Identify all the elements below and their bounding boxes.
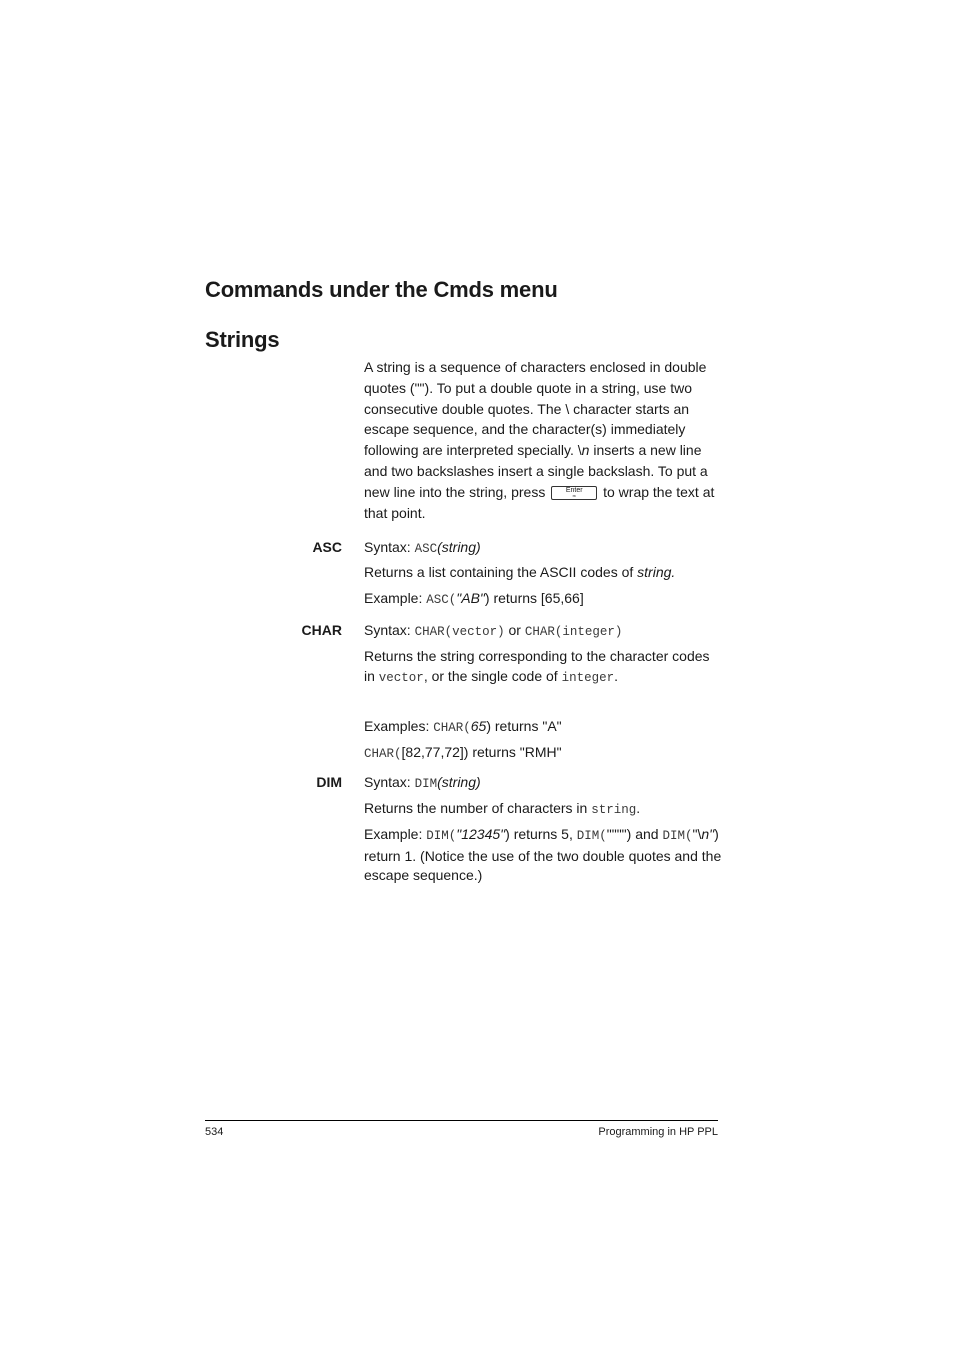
asc-example-prefix: Example: (364, 590, 427, 606)
enter-key-symbol: ≈ (572, 493, 576, 500)
char-desc-3: . (614, 667, 618, 684)
char-syntax-cmd2: CHAR(integer) (524, 625, 623, 639)
enter-key-icon (551, 486, 597, 500)
dim-example (364, 825, 724, 886)
char-ex2-rest: [82,77,72]) returns "RMH" (401, 744, 562, 760)
asc-example-cmd: ASC( (426, 593, 457, 607)
dim-ex-cmd2: DIM( (576, 829, 607, 843)
char-desc-integer: integer (561, 670, 615, 685)
char-example-1 (364, 718, 562, 735)
char-syntax (364, 622, 622, 639)
dim-syntax-prefix: Syntax: (364, 774, 415, 790)
intro-text-1: A string is a sequence of characters enclosed in double quotes (""). To put a double quote in a string, use two consecutive double quotes. The \ character starts an escape sequence, and the character(s) immediately following are interpreted specially. \ (364, 359, 707, 459)
dim-desc-text: Returns the number of characters in (364, 800, 592, 816)
dim-desc-end: . (636, 800, 641, 816)
char-ex1-rest: ) returns "A" (486, 718, 562, 734)
char-syntax-cmd1: CHAR(vector) (414, 625, 505, 639)
asc-example (364, 590, 584, 607)
asc-desc-arg: string. (637, 564, 676, 580)
asc-syntax-arg: (string) (437, 539, 481, 555)
dim-syntax-cmd: DIM (414, 777, 438, 791)
char-ex2-cmd: CHAR( (364, 747, 402, 761)
subsection-heading: Strings (205, 327, 280, 352)
page-number: 534 (205, 1126, 224, 1138)
intro-escape-n: n (581, 442, 590, 459)
intro-text-3: to wrap the text at that point. (364, 483, 715, 521)
asc-description (364, 564, 675, 580)
dim-ex-and: ) and (626, 826, 663, 842)
asc-example-rest: ) returns [65,66] (484, 590, 584, 606)
dim-ex-mid: ) returns 5, (505, 826, 577, 842)
asc-syntax-prefix: Syntax: (364, 539, 415, 555)
char-desc-1: Returns the string corresponding to the character codes in (364, 648, 710, 684)
char-syntax-or: or (504, 622, 525, 638)
char-description (364, 647, 724, 688)
char-desc-vector: vector (378, 670, 424, 685)
intro-paragraph (364, 357, 724, 523)
asc-syntax (364, 539, 481, 556)
enter-key-label: Enter (565, 486, 583, 494)
dim-ex-cmd1: DIM( (426, 829, 457, 843)
char-example-2 (364, 744, 562, 761)
dim-ex-arg2: """" (606, 826, 627, 842)
dim-ex-end: ) return 1. (Notice the use of the two double quotes and the escape sequence.) (364, 826, 722, 883)
dim-syntax-arg: (string) (437, 774, 481, 790)
char-ex1-cmd: CHAR( (433, 721, 471, 735)
asc-label: ASC (312, 539, 342, 555)
dim-ex-arg3b: n" (701, 826, 715, 842)
char-desc-2: , or the single code of (423, 667, 562, 684)
asc-syntax-cmd: ASC (414, 542, 438, 556)
dim-syntax (364, 774, 481, 791)
dim-ex-arg3a: "\ (692, 826, 702, 842)
section-heading: Commands under the Cmds menu (205, 277, 558, 302)
intro-text-2: inserts a new line and two backslashes insert a single backslash. To put a new line into the string, press (364, 442, 708, 500)
char-label: CHAR (301, 622, 342, 638)
dim-desc-arg: string (591, 803, 637, 817)
char-ex1-arg: 65 (470, 718, 487, 734)
dim-ex-prefix: Example: (364, 826, 427, 842)
dim-ex-cmd3: DIM( (662, 829, 693, 843)
asc-desc-text: Returns a list containing the ASCII codes of (364, 564, 638, 580)
asc-example-arg: "AB" (456, 590, 485, 606)
dim-ex-arg1: "12345" (456, 826, 506, 842)
footer-rule (205, 1120, 718, 1121)
dim-label: DIM (316, 774, 342, 790)
dim-description (364, 800, 640, 817)
chapter-title: Programming in HP PPL (598, 1126, 718, 1138)
char-syntax-prefix: Syntax: (364, 622, 415, 638)
char-ex1-prefix: Examples: (364, 718, 434, 734)
